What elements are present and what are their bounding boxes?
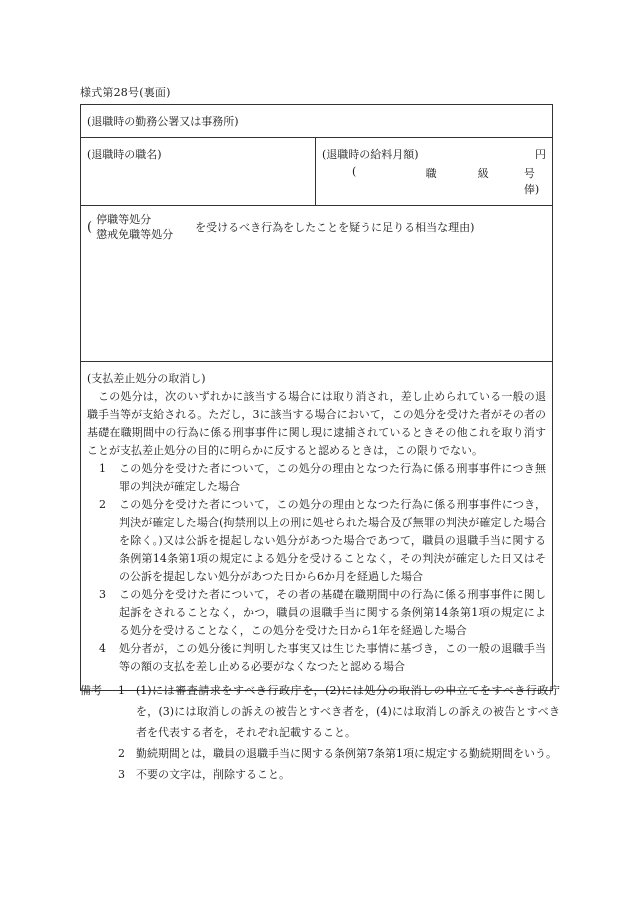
note-number: 1 — [118, 684, 125, 697]
item-number: 3 — [99, 588, 106, 601]
reason-open-paren: ( — [87, 219, 93, 235]
salary-label: (退職時の給料月額) — [322, 148, 419, 161]
note-number: 3 — [118, 768, 125, 781]
cancellation-item — [87, 496, 546, 586]
cancellation-item — [87, 586, 546, 640]
cancellation-item — [87, 460, 546, 496]
grade-open-paren: ( — [352, 165, 357, 178]
note-item — [80, 743, 560, 764]
reason-option-dismissal: 懲戒免職等処分 — [96, 228, 174, 241]
shoku-unit: 職 — [425, 167, 437, 180]
post-field[interactable] — [81, 138, 316, 206]
kyu-unit: 級 — [477, 167, 489, 180]
item-text: 処分者が，この処分後に判明した事実又は生じた事情に基づき，この一般の退職手当等の額の支払を差し止める必要がなくなつたと認める場合 — [119, 642, 546, 673]
item-number: 1 — [99, 462, 106, 475]
cancellation-item — [87, 640, 546, 676]
cancellation-heading: (支払差止処分の取消し) — [87, 372, 206, 385]
gohou-unit: 号俸) — [523, 167, 540, 196]
item-text: この処分を受けた者について，この処分の理由となつた行為に係る刑事事件につき無罪の判決が確定した場合 — [119, 462, 546, 493]
retirement-form-table — [80, 104, 553, 691]
note-number: 2 — [118, 747, 125, 760]
note-item — [80, 764, 560, 785]
form-label: 様式第28号(裏面) — [80, 86, 171, 99]
item-number: 4 — [99, 642, 106, 655]
item-number: 2 — [99, 498, 106, 511]
notes-section — [80, 680, 560, 785]
salary-field[interactable] — [316, 138, 553, 206]
note-text: (1)には審査請求をすべき行政庁を，(2)には処分の取消しの申立てをすべき行政庁を，(3)には取消しの訴えの被告とすべき者を，(4)には取消しの訴えの被告とすべき者を代表する者を，それぞれ記載すること。 — [136, 684, 560, 739]
reason-field[interactable] — [81, 206, 553, 362]
yen-unit: 円 — [535, 148, 546, 161]
note-text: 不要の文字は，削除すること。 — [136, 768, 290, 781]
note-text: 勤続期間とは，職員の退職手当に関する条例第7条第1項に規定する勤続期間をいう。 — [136, 747, 557, 760]
office-field[interactable] — [81, 105, 553, 138]
item-text: この処分を受けた者について，その者の基礎在職期間中の行為に係る刑事事件に関し起訴をされることなく，かつ，職員の退職手当に関する条例第14条第1項の規定による処分を受けることなく，この処分を受けた日から1年を経過した場合 — [119, 588, 546, 637]
item-text: この処分を受けた者について，この処分の理由となつた行為に係る刑事事件につき，判決が確定した場合(拘禁刑以上の刑に処せられた場合及び無罪の判決が確定した場合を除く。)又は公訴を提起しない処分があつた場合であつて，職員の退職手当に関する条例第14条第1項の規定による処分を受けることなく，その判決が確定した日又はその公訴を提起しない処分があつた日から6か月を経過した場合 — [119, 498, 546, 583]
notes-lead: 備考 — [80, 684, 102, 697]
post-label: (退職時の職名) — [87, 148, 162, 161]
reason-option-suspension: 停職等処分 — [96, 213, 152, 226]
note-item — [80, 680, 560, 743]
cancellation-section — [81, 362, 553, 691]
cancellation-intro: この処分は，次のいずれかに該当する場合には取り消され，差し止められている一般の退職手当等が支給される。ただし，3に該当する場合において，この処分を受けた者がその者の基礎在職期間中の行為に係る刑事事件に関し現に逮捕されているときその他これを取り消すことが支払差止処分の目的に明らかに反すると認めるときは，この限りでない。 — [87, 390, 546, 457]
reason-text: を受けるべき行為をしたことを疑うに足りる相当な理由) — [195, 221, 475, 234]
office-label: (退職時の勤務公署又は事務所) — [87, 115, 239, 128]
